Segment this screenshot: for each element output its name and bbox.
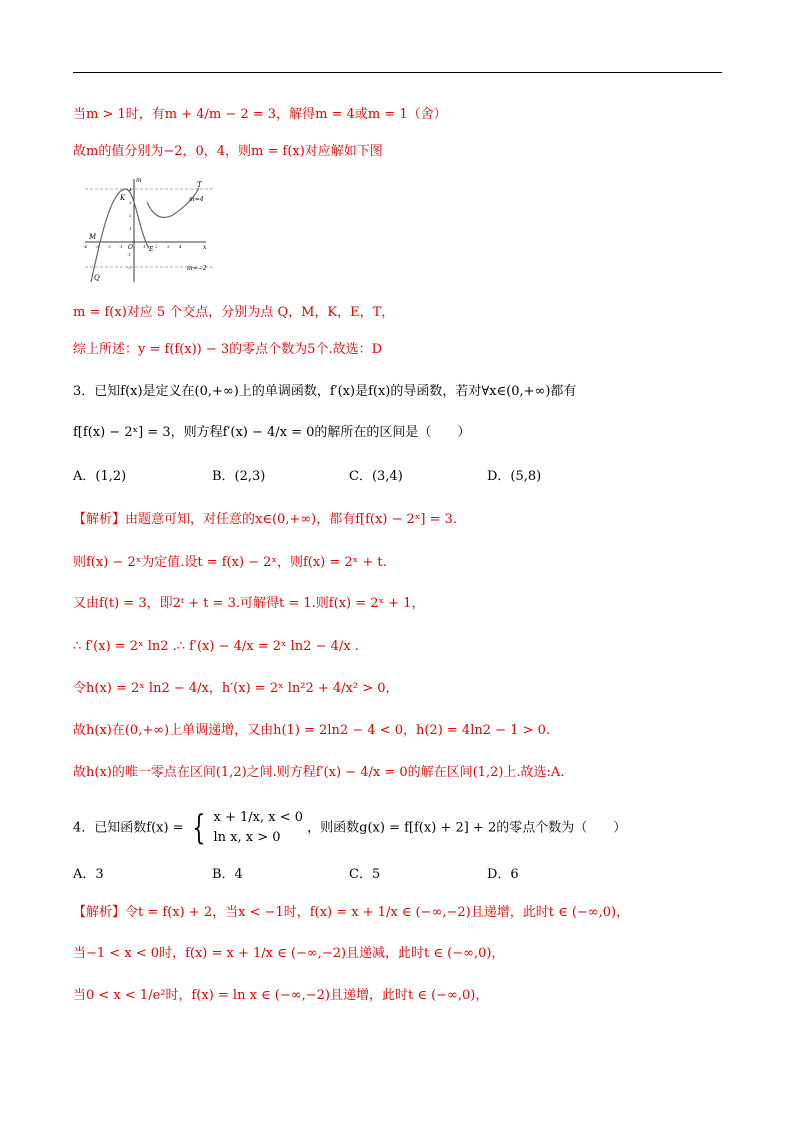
text-line-1: 当m > 1时，有m + 4/m − 2 = 3，解得m = 4或m = 1（舍） bbox=[73, 107, 447, 122]
q3-option-a: A．(1,2) bbox=[73, 469, 127, 484]
piecewise-case-1: x + 1/x, x < 0 bbox=[213, 810, 304, 825]
q4-suffix: ，则函数g(x) = f[f(x) + 2] + 2的零点个数为（ ） bbox=[307, 820, 627, 836]
tick-y: -2 bbox=[127, 265, 131, 270]
piecewise-case-2: ln x, x > 0 bbox=[213, 830, 281, 845]
tick-y: 3 bbox=[129, 200, 132, 205]
tick-y: 4 bbox=[129, 187, 132, 192]
text-line-2: 故m的值分别为−2，0，4，则m = f(x)对应解如下图 bbox=[73, 144, 383, 159]
text-line-4: 综上所述：y = f(f(x)) − 3的零点个数为5个.故选：D bbox=[73, 342, 382, 357]
point-label-E: E bbox=[149, 246, 154, 253]
q3-option-d: D．(5,8) bbox=[487, 469, 542, 484]
tick-x: 2 bbox=[155, 244, 158, 249]
question-3-equation: f[f(x) − 2ˣ] = 3，则方程f′(x) − 4/x = 0的解所在的区间是（ ） bbox=[73, 425, 471, 440]
tick-y: -1 bbox=[127, 252, 131, 257]
q4-option-b: B．4 bbox=[212, 867, 243, 882]
solution-3-line-2: 则f(x) − 2ˣ为定值.设t = f(x) − 2ˣ，则f(x) = 2ˣ + t. bbox=[73, 555, 387, 570]
header-rule bbox=[73, 72, 722, 73]
q4-option-c: C．5 bbox=[349, 867, 381, 882]
line-label-m4: m=4 bbox=[189, 196, 204, 203]
function-graph-figure bbox=[81, 176, 215, 284]
solution-3-line-7: 故h(x)的唯一零点在区间(1,2)之间.则方程f′(x) − 4/x = 0的解在区间(1,2)上.故选:A. bbox=[73, 765, 565, 780]
tick-x: 4 bbox=[179, 244, 182, 249]
solution-4-line-2: 当−1 < x < 0时，f(x) = x + 1/x ∈ (−∞,−2)且递减，此时t ∈ (−∞,0)， bbox=[73, 946, 505, 961]
solution-3-line-3: 又由f(t) = 3，即2ᵗ + t = 3.可解得t = 1.则f(x) = 2ˣ + 1， bbox=[73, 596, 425, 611]
q3-option-b: B．(2,3) bbox=[212, 469, 266, 484]
q4-prefix: 4．已知函数f(x) = bbox=[73, 820, 184, 836]
tick-y: 1 bbox=[129, 226, 132, 231]
tick-x: -2 bbox=[107, 244, 111, 249]
piecewise-brace: { bbox=[192, 808, 206, 848]
point-label-T: T bbox=[197, 181, 202, 189]
q4-option-a: A．3 bbox=[73, 867, 104, 882]
axis-label-x: x bbox=[203, 244, 207, 251]
solution-4-line-3: 当0 < x < 1/e²时，f(x) = ln x ∈ (−∞,−2)且递增，此时t ∈ (−∞,0)， bbox=[73, 988, 489, 1003]
question-3-stem: 3．已知f(x)是定义在(0,+∞)上的单调函数，f′(x)是f(x)的导函数，若对∀x∈(0,+∞)都有 bbox=[73, 384, 577, 399]
origin-label: O bbox=[128, 244, 133, 251]
solution-3-line-5: 令h(x) = 2ˣ ln2 − 4/x，h′(x) = 2ˣ ln²2 + 4/x² > 0， bbox=[73, 681, 399, 696]
text-line-3: m = f(x)对应 5 个交点，分别为点 Q，M，K，E，T， bbox=[73, 305, 395, 320]
solution-3-line-4: ∴ f′(x) = 2ˣ ln2 .∴ f′(x) − 4/x = 2ˣ ln2 − 4/x . bbox=[73, 639, 359, 654]
line-label-m-2: m=−2 bbox=[187, 265, 207, 272]
point-label-Q: Q bbox=[94, 274, 100, 282]
tick-x: -1 bbox=[119, 244, 123, 249]
tick-y: 2 bbox=[129, 213, 132, 218]
tick-x: -3 bbox=[95, 244, 99, 249]
solution-3-line-1: 【解析】由题意可知，对任意的x∈(0,+∞)，都有f[f(x) − 2ˣ] = 3. bbox=[73, 512, 457, 527]
q4-option-d: D．6 bbox=[487, 867, 519, 882]
solution-4-line-1: 【解析】令t = f(x) + 2，当x < −1时，f(x) = x + 1/x ∈ (−∞,−2)且递增，此时t ∈ (−∞,0)， bbox=[73, 905, 630, 920]
point-label-K: K bbox=[120, 194, 126, 202]
tick-x: 3 bbox=[167, 244, 170, 249]
point-label-M: M bbox=[89, 233, 97, 241]
tick-x: 1 bbox=[143, 244, 146, 249]
axis-label-m: m bbox=[136, 177, 142, 184]
q3-option-c: C．(3,4) bbox=[349, 469, 403, 484]
tick-x: -4 bbox=[83, 244, 87, 249]
question-4-stem bbox=[73, 808, 626, 849]
solution-3-line-6: 故h(x)在(0,+∞)上单调递增，又由h(1) = 2ln2 − 4 < 0，h(2) = 4ln2 − 1 > 0. bbox=[73, 723, 550, 738]
piecewise-cases bbox=[214, 808, 304, 848]
